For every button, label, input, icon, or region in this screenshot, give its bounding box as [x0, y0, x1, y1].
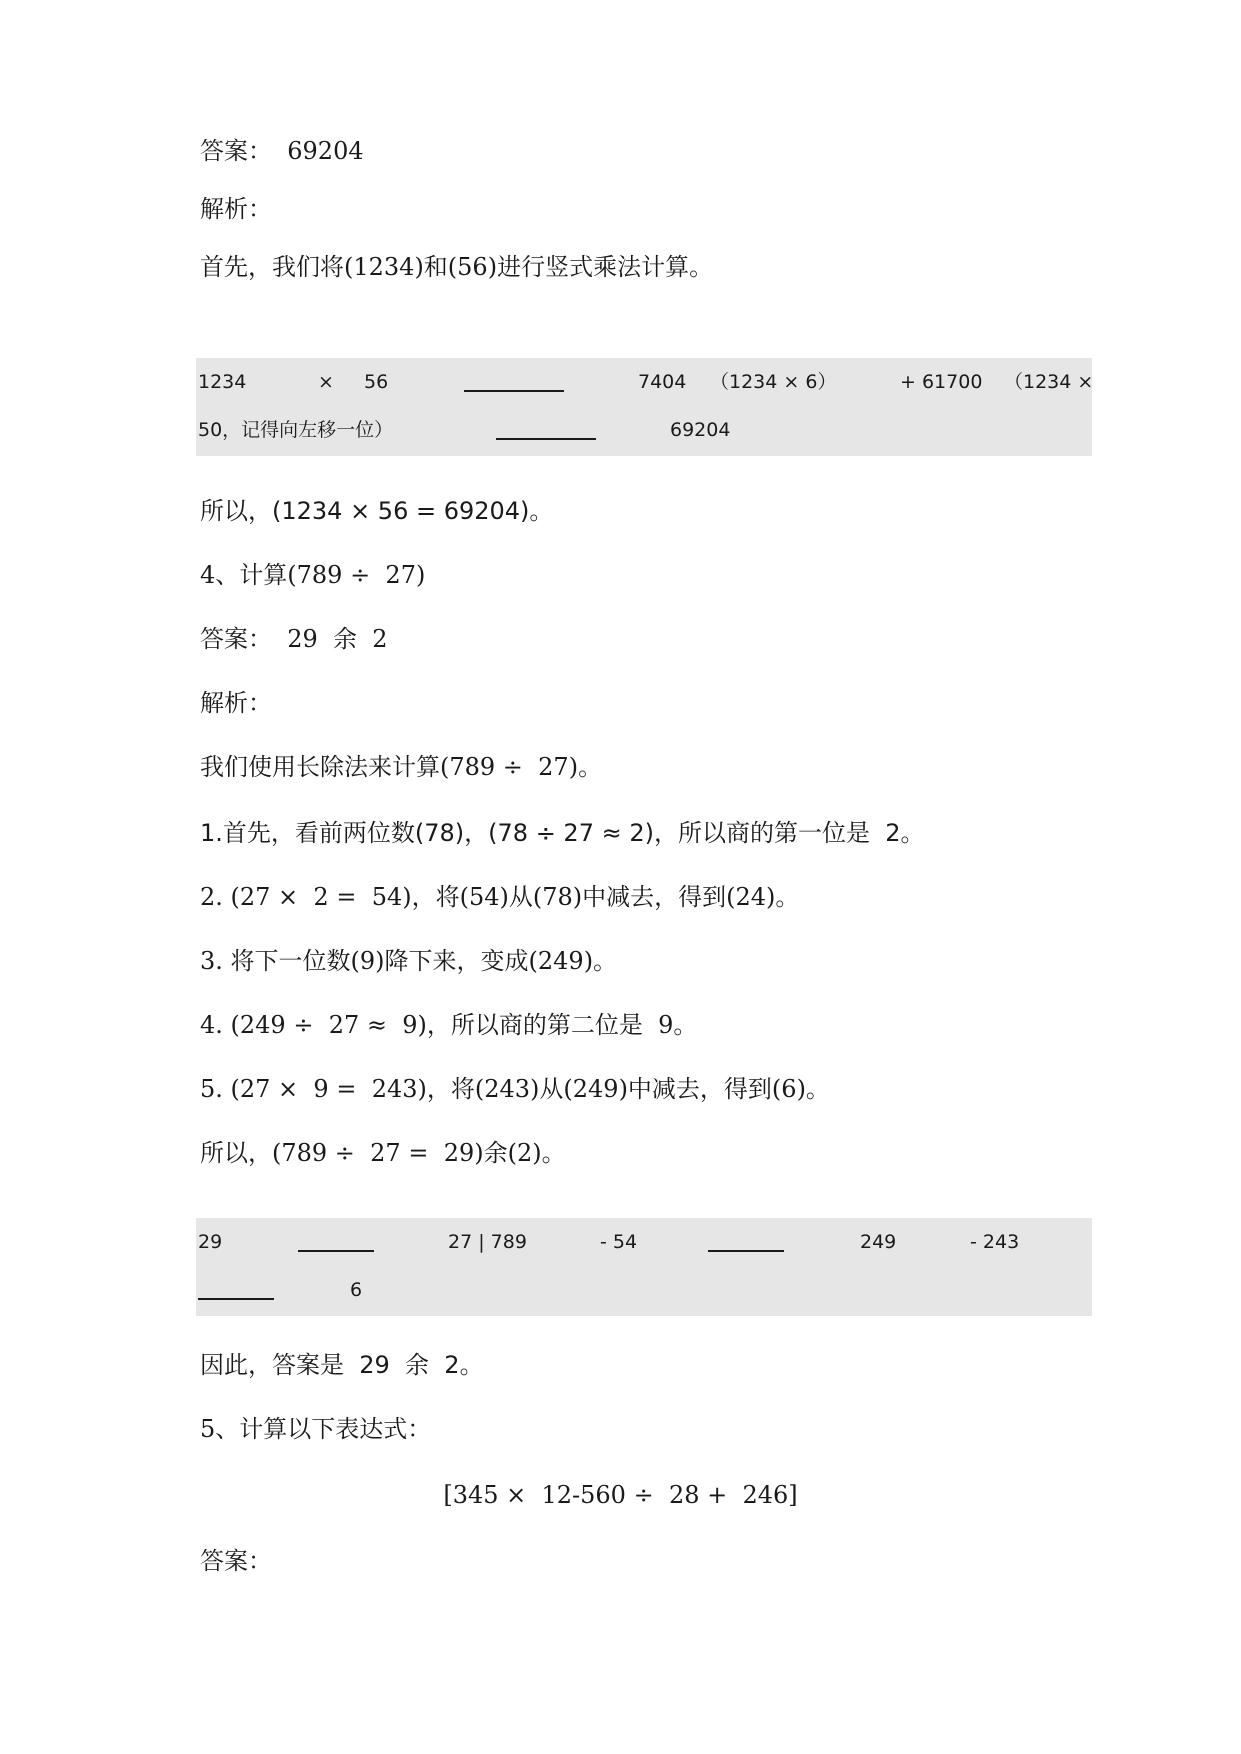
- step-1: 1.首先，看前两位数(78)，(78 ÷ 27 ≈ 2)，所以商的第一位是 2。: [200, 819, 925, 847]
- div-sub-2: - 243: [970, 1231, 1020, 1253]
- step-3: 3. 将下一位数(9)降下来，变成(249)。: [200, 947, 618, 975]
- analysis-label-4: 解析：: [200, 689, 272, 717]
- step-4: 4. (249 ÷ 27 ≈ 9)，所以商的第二位是 9。: [200, 1011, 698, 1039]
- step-intro-3: 首先，我们将(1234)和(56)进行竖式乘法计算。: [200, 253, 714, 281]
- step-5: 5. (27 × 9 = 243)，将(243)从(249)中减去，得到(6)。: [200, 1075, 830, 1103]
- conclusion-3: 所以，(1234 × 56 = 69204)。: [200, 497, 554, 525]
- final-answer-4: 因此，答案是 29 余 2。: [200, 1351, 484, 1379]
- intro-4: 我们使用长除法来计算(789 ÷ 27)。: [200, 753, 603, 781]
- underline: [198, 1298, 274, 1300]
- conclusion-4: 所以，(789 ÷ 27 = 29)余(2)。: [200, 1139, 566, 1167]
- mult-partial-2-note-b: 50，记得向左移一位）: [198, 419, 394, 441]
- mult-a: 1234: [198, 371, 247, 393]
- division-code-block: [196, 1218, 1092, 1316]
- mult-partial-2-note-a: （1234 ×: [1004, 371, 1094, 393]
- answer-4: 答案： 29 余 2: [200, 625, 388, 653]
- multiplication-code-block: [196, 358, 1092, 456]
- div-quotient: 29: [198, 1231, 223, 1253]
- question-4-title: 4、计算(789 ÷ 27): [200, 561, 426, 589]
- div-divisor-dividend: 27 | 789: [448, 1231, 527, 1253]
- mult-partial-2: + 61700: [900, 371, 983, 393]
- step-2: 2. (27 × 2 = 54)，将(54)从(78)中减去，得到(24)。: [200, 883, 800, 911]
- div-sub-1: - 54: [600, 1231, 638, 1253]
- mult-b: 56: [364, 371, 389, 393]
- analysis-label-3: 解析：: [200, 195, 272, 223]
- mult-partial-1: 7404: [638, 371, 687, 393]
- question-5-title: 5、计算以下表达式：: [200, 1415, 432, 1443]
- div-remainder: 6: [350, 1279, 363, 1301]
- mult-result: 69204: [670, 419, 731, 441]
- mult-times: ×: [318, 371, 334, 393]
- underline: [708, 1250, 784, 1252]
- underline: [496, 438, 596, 440]
- underline: [298, 1250, 374, 1252]
- underline: [464, 390, 564, 392]
- question-5-expression: [345 × 12-560 ÷ 28 + 246]: [443, 1481, 798, 1509]
- answer-3: 答案： 69204: [200, 137, 364, 165]
- answer-5: 答案：: [200, 1547, 272, 1575]
- mult-partial-1-note: （1234 × 6）: [710, 371, 837, 393]
- div-remainder-1: 249: [860, 1231, 897, 1253]
